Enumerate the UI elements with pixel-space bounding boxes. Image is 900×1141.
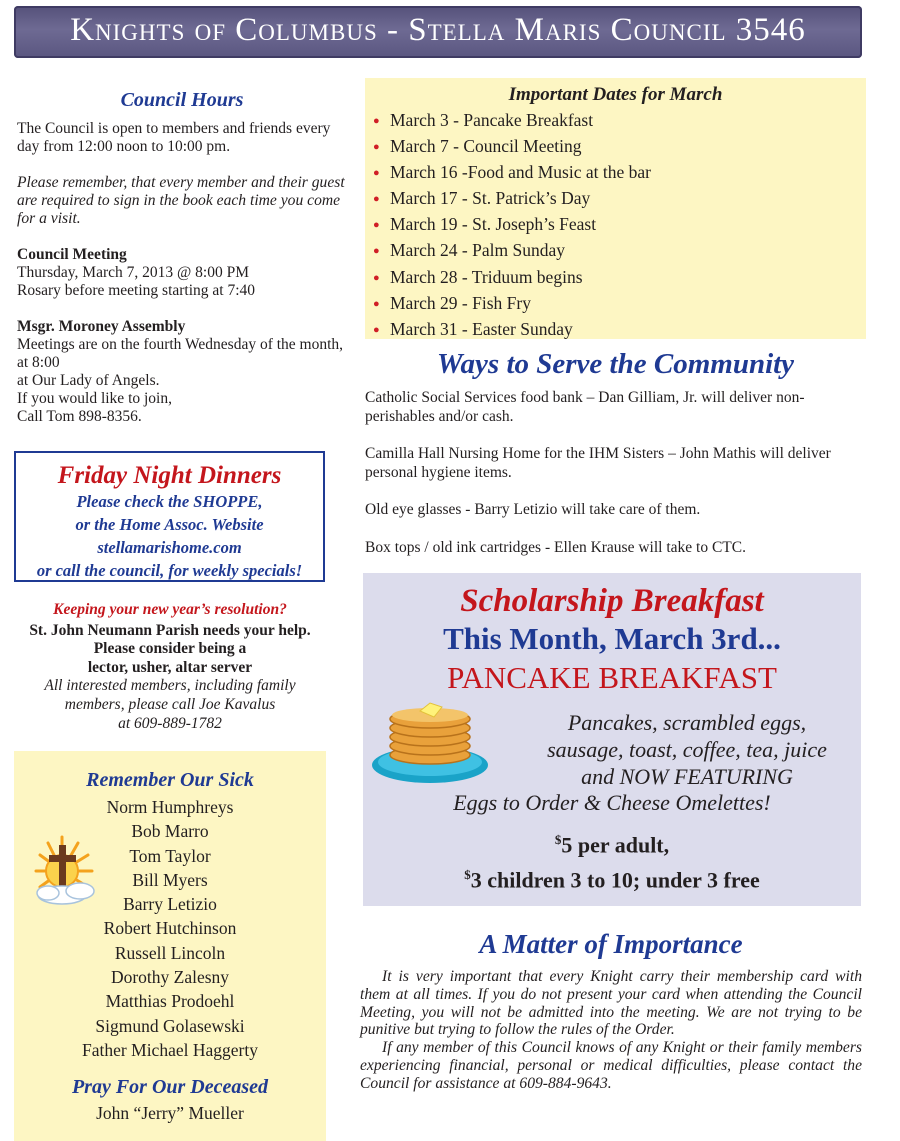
ways-item: Old eye glasses - Barry Letizio will take care of them. — [365, 501, 701, 519]
deceased-name: John “Jerry” Mueller — [96, 1103, 244, 1123]
assembly-line: at Our Lady of Angels. — [17, 372, 160, 389]
council-hours-section — [17, 120, 347, 426]
scholarship-date: This Month, March 3rd... — [443, 621, 781, 656]
sick-name: Sigmund Golasewski — [95, 1015, 245, 1036]
important-dates-box — [365, 78, 866, 339]
ways-to-serve-title: Ways to Serve the Community — [436, 348, 795, 380]
resolution-line: All interested members, including family — [44, 677, 296, 695]
sick-name: Robert Hutchinson — [103, 918, 237, 939]
sick-name: Tom Taylor — [129, 845, 211, 866]
page-title: Knights of Columbus - Stella Maris Council 3546 — [70, 12, 806, 48]
resolution-line: Please consider being a — [93, 640, 247, 658]
assembly-heading: Msgr. Moroney Assembly — [17, 318, 186, 335]
assembly-line: Meetings are on the fourth Wednesday of the month, at 8:00 — [17, 336, 344, 371]
scholarship-menu-line: Pancakes, scrambled eggs, — [567, 710, 807, 735]
resolution-title: Keeping your new year’s resolution? — [53, 601, 287, 618]
council-open-text: The Council is open to members and friends every day from 12:00 noon to 10:00 pm. — [17, 120, 331, 155]
important-date-item: ● March 3 - Pancake Breakfast — [373, 108, 651, 134]
council-meeting-line: Thursday, March 7, 2013 @ 8:00 PM — [17, 264, 249, 281]
matter-of-importance-title: A Matter of Importance — [479, 929, 743, 959]
important-date-item: ● March 31 - Easter Sunday — [373, 317, 651, 343]
resolution-phone: at 609-889-1782 — [118, 714, 222, 732]
adult-price: $5 per adult, — [554, 832, 670, 858]
council-reminder-text: Please remember, that every member and their guest are required to sign in the book each time you come for a visit. — [17, 174, 345, 227]
remember-sick-title: Remember Our Sick — [86, 769, 254, 791]
ways-item: Camilla Hall Nursing Home for the IHM Sisters – John Mathis will deliver personal hygiene items. — [365, 445, 831, 481]
friday-dinners-box — [14, 451, 325, 582]
children-price: $3 children 3 to 10; under 3 free — [464, 867, 760, 893]
important-date-item: ● March 24 - Palm Sunday — [373, 238, 651, 264]
scholarship-title: Scholarship Breakfast — [460, 583, 764, 619]
header-banner — [14, 6, 862, 58]
friday-dinners-line: Please check the SHOPPE, — [76, 492, 263, 511]
important-date-item: ● March 28 - Triduum begins — [373, 265, 651, 291]
scholarship-menu-line: Eggs to Order & Cheese Omelettes! — [453, 790, 771, 815]
important-date-item: ● March 17 - St. Patrick’s Day — [373, 186, 651, 212]
council-meeting-heading: Council Meeting — [17, 246, 127, 263]
sick-names-list — [14, 795, 326, 1062]
resolution-line: St. John Neumann Parish needs your help. — [29, 621, 311, 639]
sick-name: Russell Lincoln — [114, 942, 226, 963]
important-date-item: ● March 29 - Fish Fry — [373, 291, 651, 317]
remember-sick-box — [14, 751, 326, 1141]
scholarship-menu-line: and NOW FEATURING — [581, 764, 793, 789]
important-date-item: ● March 16 -Food and Music at the bar — [373, 160, 651, 186]
scholarship-breakfast-box — [363, 573, 861, 906]
council-hours-title: Council Hours — [120, 89, 244, 111]
sick-name: Father Michael Haggerty — [82, 1039, 258, 1060]
important-dates-title: Important Dates for March — [508, 84, 723, 105]
resolution-line: lector, usher, altar server — [87, 658, 253, 676]
ways-item: Catholic Social Services food bank – Dan Gilliam, Jr. will deliver non-perishables and/or cash. — [365, 389, 805, 425]
matter-of-importance-text — [360, 968, 862, 1093]
deceased-title: Pray For Our Deceased — [71, 1076, 269, 1098]
scholarship-prices — [363, 825, 861, 896]
sick-name: Matthias Prodoehl — [105, 991, 235, 1012]
scholarship-menu-line: sausage, toast, coffee, tea, juice — [547, 737, 827, 762]
resolution-section — [14, 601, 326, 733]
council-meeting-line: Rosary before meeting starting at 7:40 — [17, 282, 256, 299]
important-date-item: ● March 19 - St. Joseph’s Feast — [373, 212, 651, 238]
pancake-icon — [370, 693, 505, 788]
sick-name: Norm Humphreys — [106, 797, 234, 817]
ways-to-serve-list — [365, 389, 865, 577]
sick-name: Barry Letizio — [123, 894, 217, 915]
matter-paragraph: If any member of this Council knows of any Knight or their family members experiencing financial, personal or medical difficulties, please contact the Council for assistance at 609-884-9643. — [360, 1039, 862, 1092]
scholarship-menu — [513, 709, 861, 790]
important-dates-list — [373, 108, 651, 343]
pancake-breakfast-title: PANCAKE BREAKFAST — [447, 660, 777, 695]
friday-dinners-line: or call the council, for weekly specials! — [36, 561, 303, 580]
friday-dinners-website: stellamarishome.com — [97, 538, 242, 557]
important-date-item: ● March 7 - Council Meeting — [373, 134, 651, 160]
resolution-line: members, please call Joe Kavalus — [64, 695, 276, 713]
friday-dinners-title: Friday Night Dinners — [57, 462, 282, 489]
ways-item: Box tops / old ink cartridges - Ellen Krause will take to CTC. — [365, 538, 746, 556]
sick-name: Bill Myers — [132, 869, 208, 890]
sick-name: Bob Marro — [131, 821, 209, 842]
friday-dinners-line: or the Home Assoc. Website — [75, 515, 264, 534]
matter-paragraph: It is very important that every Knight carry their membership card with them at all times. If you do not present your card when attending the Council Meeting, you will not be admitted into the meeting. We are not trying to be punitive but trying to follow the rules of the Order. — [360, 968, 862, 1039]
sick-name: Dorothy Zalesny — [110, 967, 230, 988]
assembly-line: Call Tom 898-8356. — [17, 408, 142, 425]
assembly-line: If you would like to join, — [17, 390, 172, 407]
